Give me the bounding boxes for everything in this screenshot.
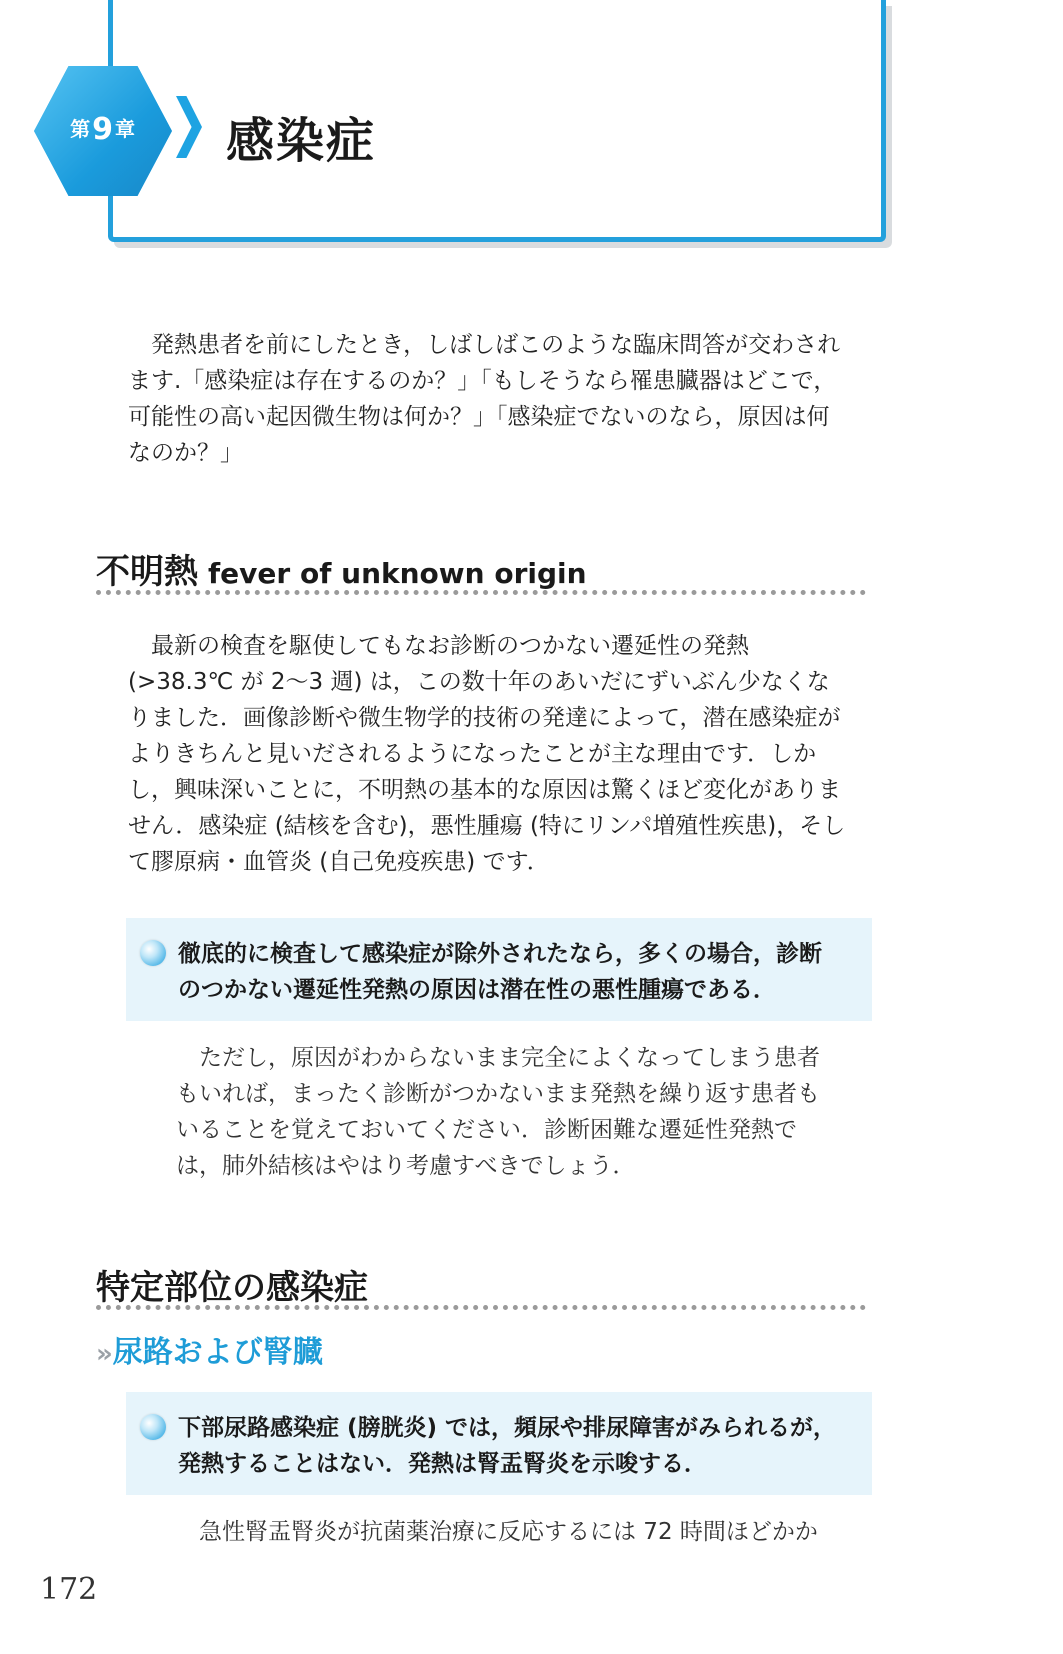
bullet-sphere-icon	[140, 1414, 166, 1440]
section-divider	[96, 1305, 866, 1310]
intro-line: 可能性の高い起因微生物は何か？」「感染症でないのなら，原因は何	[128, 404, 830, 430]
chapter-header-frame	[108, 0, 886, 242]
body-line: て膠原病・血管炎 (自己免疫疾患) です．	[128, 849, 550, 875]
chapter-badge-prefix: 第	[70, 117, 92, 141]
key-point-text	[178, 1410, 852, 1482]
section-heading-en: fever of unknown origin	[208, 557, 587, 590]
body-line: し，興味深いことに，不明熱の基本的な原因は驚くほど変化がありま	[128, 777, 841, 803]
chapter-title: 感染症	[226, 113, 377, 169]
body-line: よりきちんと見いだされるようになったことが主な理由です．しか	[128, 741, 817, 767]
note-line: もいれば，まったく診断がつかないまま発熱を繰り返す患者も	[176, 1081, 820, 1107]
key-point-box	[126, 918, 872, 1021]
key-point-line: のつかない遷延性発熱の原因は潜在性の悪性腫瘍である．	[178, 977, 776, 1003]
section-heading-site-specific: 特定部位の感染症	[96, 1268, 368, 1308]
double-chevron-icon: »	[96, 1339, 109, 1369]
intro-paragraph	[128, 327, 868, 471]
section-divider	[96, 590, 866, 595]
intro-line: ます.「感染症は存在するのか？」「もしそうなら罹患臓器はどこで，	[128, 368, 837, 394]
note-line: ただし，原因がわからないまま完全によくなってしまう患者	[199, 1045, 820, 1071]
key-point-box	[126, 1392, 872, 1495]
body-line: (>38.3℃ が 2〜3 週) は，この数十年のあいだにずいぶん少なくな	[128, 669, 830, 695]
note-line: 急性腎盂腎炎が抗菌薬治療に反応するには 72 時間ほどかか	[199, 1519, 818, 1545]
key-point-line: 下部尿路感染症 (膀胱炎) では，頻尿や排尿障害がみられるが，	[178, 1415, 837, 1441]
note-line: いることを覚えておいてください．診断困難な遷延性発熱で	[176, 1117, 797, 1143]
subsection-heading	[96, 1327, 323, 1371]
body-line: りました．画像診断や微生物学的技術の発達によって，潜在感染症が	[128, 705, 841, 731]
intro-line: なのか？」	[128, 440, 243, 466]
section1-body-paragraph	[128, 628, 868, 880]
key-point-line: 発熱することはない．発熱は腎盂腎炎を示唆する．	[178, 1451, 707, 1477]
note-paragraph	[176, 1040, 866, 1184]
section-heading-ja: 不明熱	[96, 552, 198, 592]
section-heading-fuo	[96, 544, 587, 593]
body-line: せん．感染症 (結核を含む)，悪性腫瘍 (特にリンパ増殖性疾患)，そし	[128, 813, 846, 839]
chapter-badge-suffix: 章	[114, 117, 136, 141]
bullet-sphere-icon	[140, 940, 166, 966]
subsection-title: 尿路および腎臓	[112, 1335, 323, 1370]
key-point-text	[178, 936, 852, 1008]
chapter-badge	[34, 112, 172, 147]
chapter-number: 9	[92, 112, 114, 147]
intro-line: 発熱患者を前にしたとき，しばしばこのような臨床問答が交わされ	[151, 332, 841, 358]
key-point-line: 徹底的に検査して感染症が除外されたなら，多くの場合，診断	[178, 941, 822, 967]
page-number: 172	[40, 1572, 98, 1607]
note-paragraph	[176, 1514, 866, 1550]
note-line: は，肺外結核はやはり考慮すべきでしょう．	[176, 1153, 636, 1179]
body-line: 最新の検査を駆使してもなお診断のつかない遷延性の発熱	[151, 633, 749, 659]
